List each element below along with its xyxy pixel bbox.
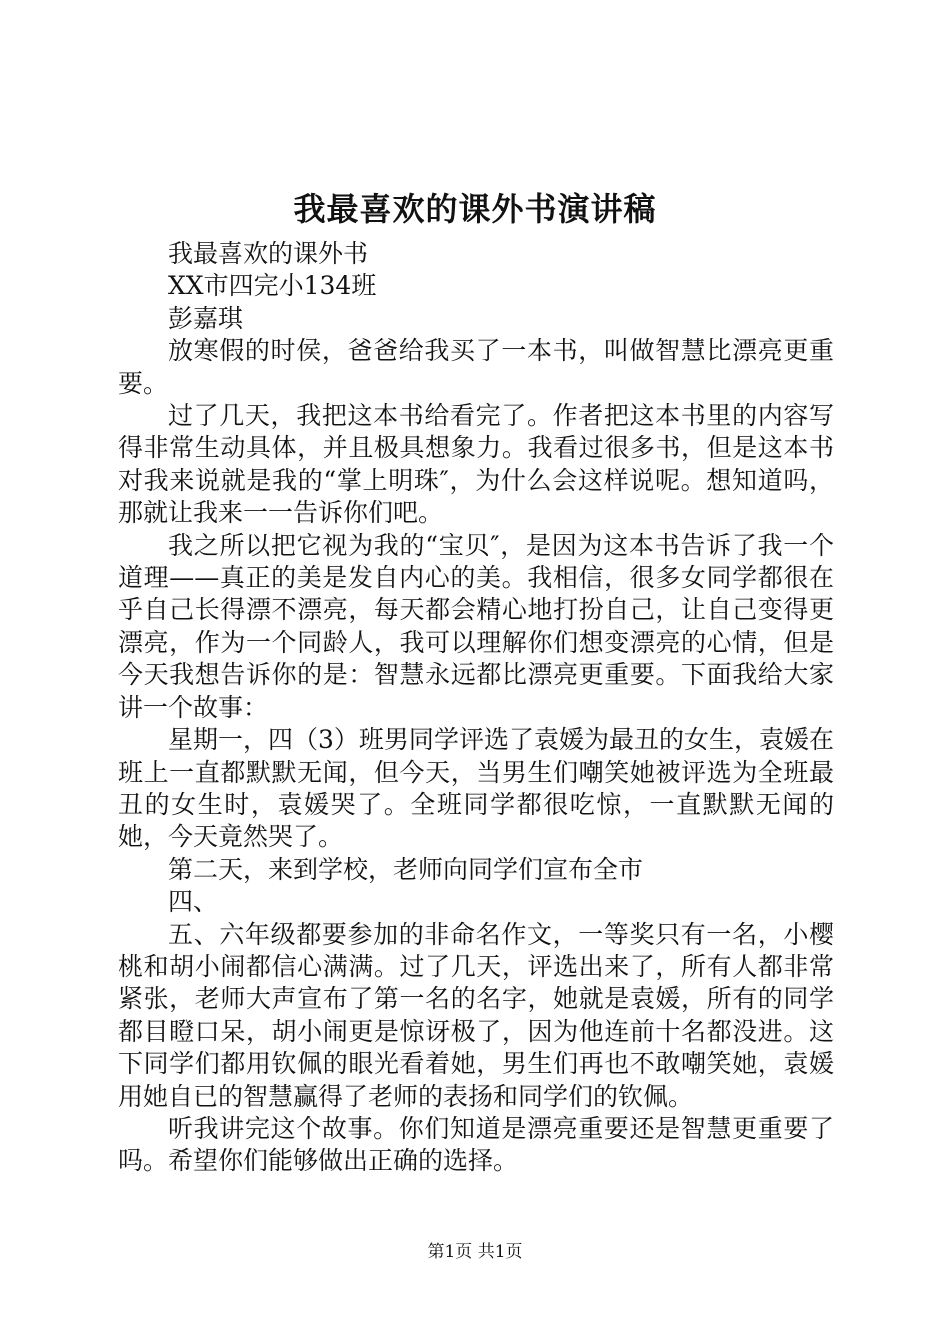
paragraph: 过了几天，我把这本书给看完了。作者把这本书里的内容写得非常生动具体，并且极具想象力。我看过很多书，但是这本书对我来说就是我的“掌上明珠″，为什么会这样说呢。想知道吗，那就让我来一一告诉你们吧。 <box>118 401 834 528</box>
paragraph: 星期一，四（3）班男同学评选了袁媛为最丑的女生，袁媛在班上一直都默默无闻，但今天，当男生们嘲笑她被评选为全班最丑的女生时，袁媛哭了。全班同学都很吃惊，一直默默无闻的她，今天竟然哭了。 <box>118 725 834 852</box>
paragraph-school-class: XX市四完小134班 <box>168 271 377 301</box>
paragraph: 听我讲完这个故事。你们知道是漂亮重要还是智慧更重要了吗。希望你们能够做出正确的选择。 <box>118 1113 834 1176</box>
paragraph: 五、六年级都要参加的非命名作文，一等奖只有一名，小樱桃和胡小闹都信心满满。过了几天，评选出来了，所有人都非常紧张，老师大声宣布了第一名的名字，她就是袁媛，所有的同学都目瞪口呆，胡小闹更是惊讶极了，因为他连前十名都没进。这下同学们都用钦佩的眼光看着她，男生们再也不敢嘲笑她，袁媛用她自已的智慧赢得了老师的表扬和同学们的钦佩。 <box>118 919 834 1111</box>
page-footer: 第1页 共1页 <box>427 1242 523 1262</box>
paragraph-author: 彭嘉琪 <box>168 303 244 333</box>
paragraph: 我之所以把它视为我的“宝贝″，是因为这本书告诉了我一个道理——真正的美是发自内心的美。我相信，很多女同学都很在乎自己长得漂不漂亮，每天都会精心地打扮自己，让自己变得更漂亮，作为一个同龄人，我可以理解你们想变漂亮的心情，但是今天我想告诉你的是：智慧永远都比漂亮更重要。下面我给大家讲一个故事： <box>118 530 834 722</box>
paragraph: 四、 <box>168 887 219 917</box>
paragraph: 第二天，来到学校，老师向同学们宣布全市 <box>168 854 644 884</box>
paragraph-book-title: 我最喜欢的课外书 <box>168 239 369 268</box>
paragraph: 放寒假的时侯，爸爸给我买了一本书，叫做智慧比漂亮更重要。 <box>118 336 834 398</box>
document-body <box>118 238 834 1178</box>
document-title: 我最喜欢的课外书演讲稿 <box>293 190 657 228</box>
